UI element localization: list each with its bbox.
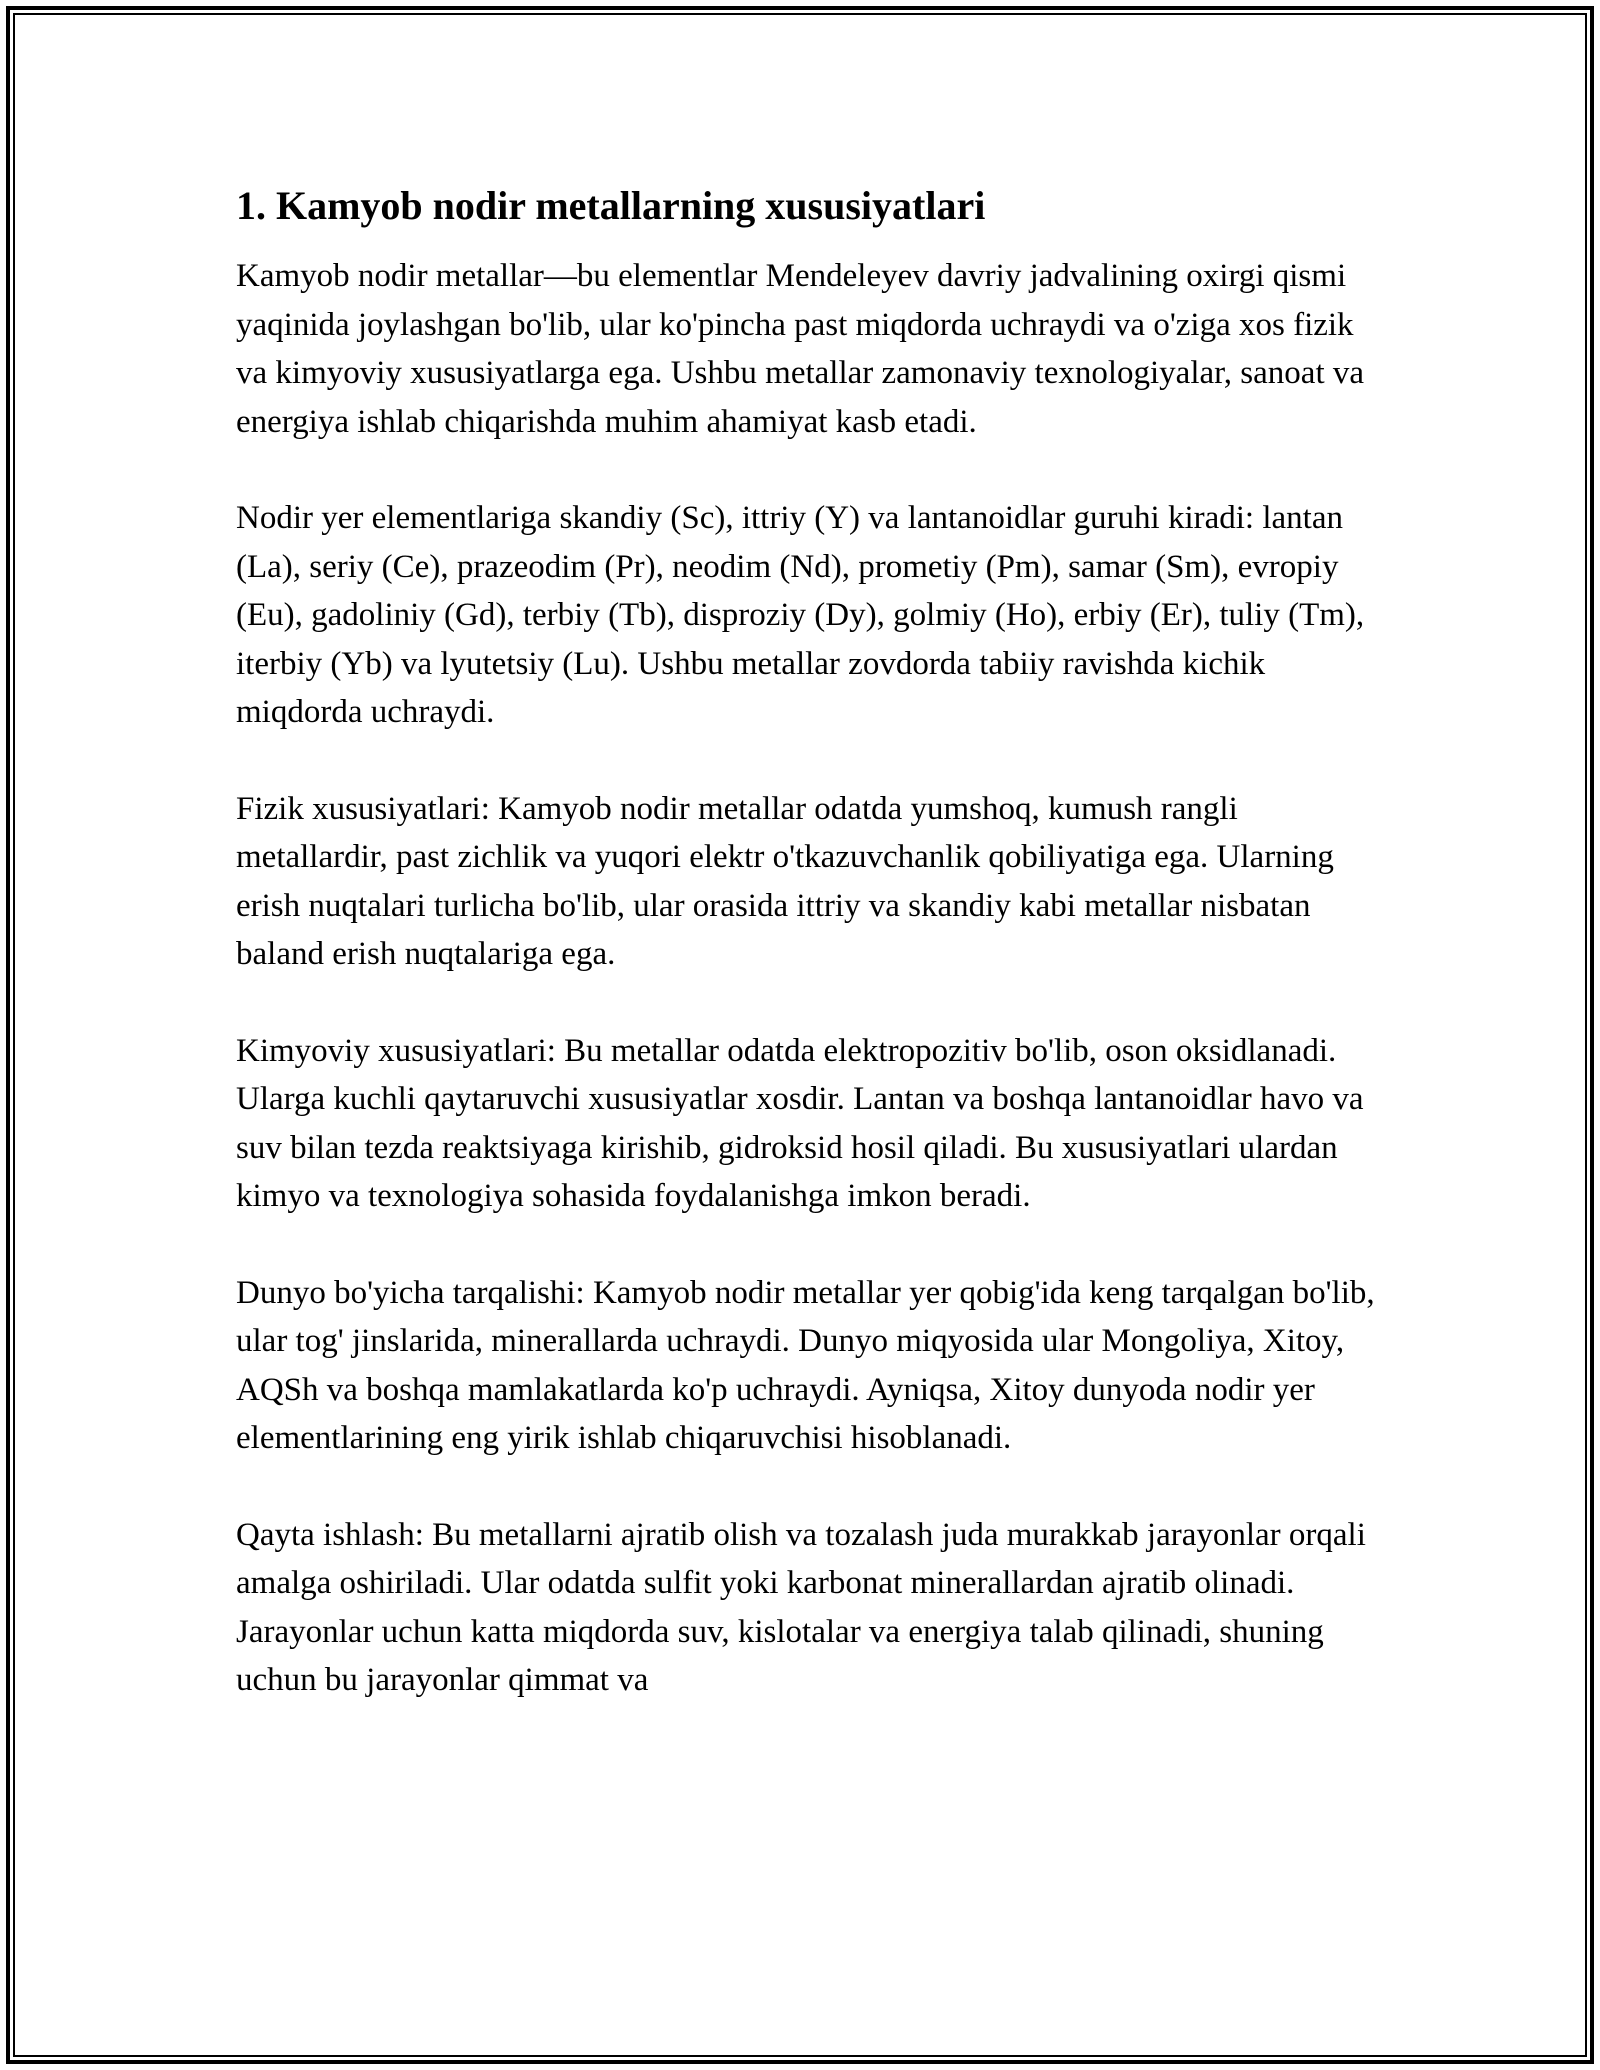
paragraph-elements-list: Nodir yer elementlariga skandiy (Sc), ittriy (Y) va lantanoidlar guruhi kiradi: lantan (La), seriy (Ce), prazeodim (Pr), neodim (Nd), prometiy (Pm), samar (Sm), evropiy (Eu), gadoliniy (Gd), terbiy (Tb), disproziy (Dy), golmiy (Ho), erbiy (Er), tuliy (Tm), iterbiy (Yb) va lyutetsiy (Lu). Ushbu metallar zovdorda tabiiy ravishda kichik miqdorda uchraydi.	[236, 500, 1365, 730]
document-body	[236, 180, 1376, 1753]
paragraph-processing: Qayta ishlash: Bu metallarni ajratib olish va tozalash juda murakkab jarayonlar orqali amalga oshiriladi. Ular odatda sulfit yoki karbonat minerallardan ajratib olinadi. Jarayonlar uchun katta miqdorda suv, kislotalar va energiya talab qilinadi, shuning uchun bu jarayonlar qimmat va	[236, 1516, 1366, 1698]
paragraph-physical-properties: Fizik xususiyatlari: Kamyob nodir metallar odatda yumshoq, kumush rangli metallardir, past zichlik va yuqori elektr o'tkazuvchanlik qobiliyatiga ega. Ularning erish nuqtalari turlicha bo'lib, ular orasida ittriy va skandiy kabi metallar nisbatan baland erish nuqtalariga ega.	[236, 790, 1334, 972]
section-heading: 1. Kamyob nodir metallarning xususiyatlari	[236, 183, 986, 228]
paragraph-intro: Kamyob nodir metallar—bu elementlar Mendeleyev davriy jadvalining oxirgi qismi yaqinida joylashgan bo'lib, ular ko'pincha past miqdorda uchraydi va o'ziga xos fizik va kimyoviy xususiyatlarga ega. Ushbu metallar zamonaviy texnologiyalar, sanoat va energiya ishlab chiqarishda muhim ahamiyat kasb etadi.	[236, 258, 1365, 440]
paragraph-world-distribution: Dunyo bo'yicha tarqalishi: Kamyob nodir metallar yer qobig'ida keng tarqalgan bo'lib, ular tog' jinslarida, minerallarda uchraydi. Dunyo miqyosida ular Mongoliya, Xitoy, AQSh va boshqa mamlakatlarda ko'p uchraydi. Ayniqsa, Xitoy dunyoda nodir yer elementlarining eng yirik ishlab chiqaruvchisi hisoblanadi.	[236, 1274, 1375, 1456]
paragraph-chemical-properties: Kimyoviy xususiyatlari: Bu metallar odatda elektropozitiv bo'lib, oson oksidlanadi. Ularga kuchli qaytaruvchi xususiyatlar xosdir. Lantan va boshqa lantanoidlar havo va suv bilan tezda reaktsiyaga kirishib, gidroksid hosil qiladi. Bu xususiyatlari ulardan kimyo va texnologiya sohasida foydalanishga imkon beradi.	[236, 1032, 1364, 1214]
